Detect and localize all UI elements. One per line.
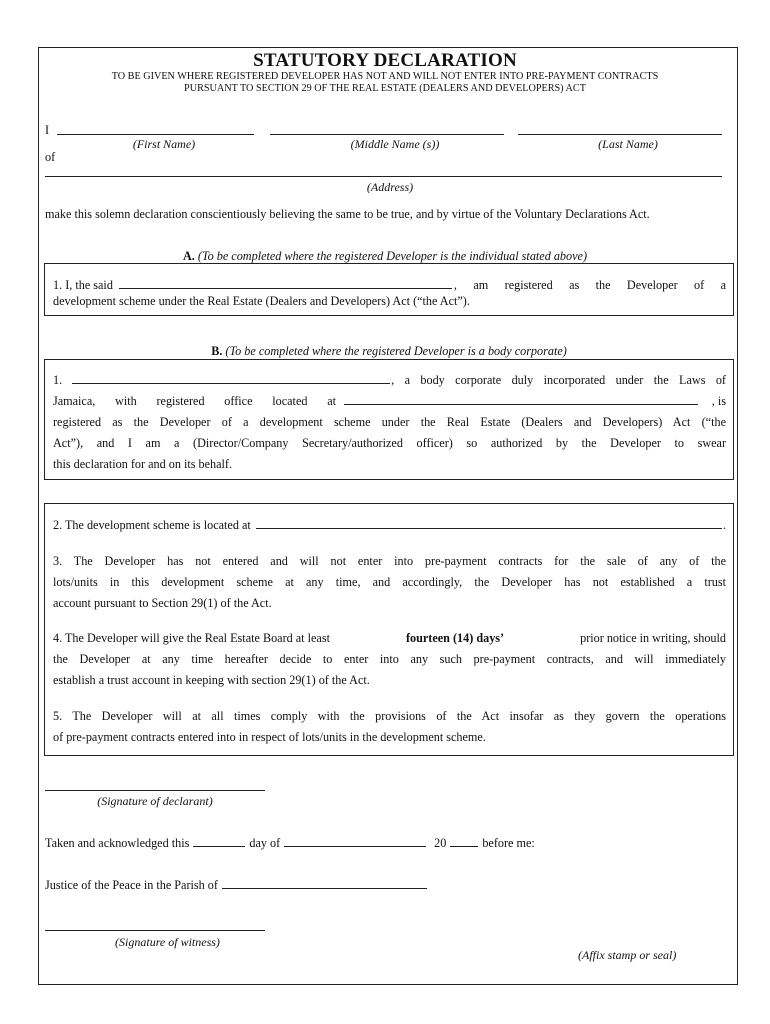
stamp-label: (Affix stamp or seal) — [578, 948, 677, 962]
clause-5-line-2: of pre-payment contracts entered into in respect of lots/units in the development scheme. — [53, 730, 486, 744]
subtitle-line-2: PURSUANT TO SECTION 29 OF THE REAL ESTATE (DEALERS AND DEVELOPERS) ACT — [184, 83, 586, 94]
name-prefix: I — [45, 123, 50, 137]
justice-line — [45, 878, 427, 893]
section-a-heading-text: (To be completed where the registered Developer is the individual stated above) — [197, 249, 588, 263]
middle-name-field[interactable] — [270, 134, 504, 135]
section-b-l1-start: 1. — [53, 373, 63, 387]
month-field[interactable] — [284, 836, 426, 847]
declarant-signature-field[interactable] — [45, 790, 265, 791]
clause-3-line-2: lots/units in this development scheme at any time, and accordingly, the Developer has not established a trust — [53, 575, 726, 589]
section-b-line-4: Act”), and I am a (Director/Company Secretary/authorized officer) so authorized by the Developer to swear — [53, 436, 726, 450]
section-b-letter: B. — [211, 344, 223, 358]
last-name-label: (Last Name) — [598, 137, 658, 151]
middle-name-label: (Middle Name (s)) — [350, 137, 440, 151]
clause-2 — [53, 518, 726, 533]
taken-end: before me: — [482, 836, 535, 850]
justice-label: Justice of the Peace in the Parish of — [45, 878, 218, 892]
witness-signature-label: (Signature of witness) — [115, 935, 220, 949]
section-b-l2-end: , is — [711, 394, 726, 408]
section-b-line-3: registered as the Developer of a development scheme under the Real Estate (Dealers and Developers) Act (“the — [53, 415, 726, 429]
clause-2-start: 2. The development scheme is located at — [53, 518, 251, 532]
section-b-line-2 — [53, 394, 726, 409]
clause-4-end: prior notice in writing, should — [580, 631, 726, 645]
first-name-field[interactable] — [57, 134, 254, 135]
clause-5-line-1: 5. The Developer will at all times comply with the provisions of the Act insofar as they govern the operations — [53, 709, 726, 723]
section-a-heading — [0, 249, 770, 264]
taken-day: day of — [249, 836, 281, 850]
year-field[interactable] — [450, 836, 478, 847]
clause-2-end: . — [722, 518, 726, 532]
declarant-signature-label: (Signature of declarant) — [97, 794, 213, 808]
first-name-label: (First Name) — [132, 137, 196, 151]
section-a-p1-start: 1. I, the said — [53, 278, 113, 292]
address-field[interactable] — [45, 176, 722, 177]
clause-4-bold: fourteen (14) days’ — [405, 631, 505, 645]
clause-3-line-3: account pursuant to Section 29(1) of the Act. — [53, 596, 272, 610]
section-b-l2-start: Jamaica, with registered office located at — [53, 394, 336, 408]
section-a-line-2: development scheme under the Real Estate (Dealers and Developers) Act (“the Act”). — [53, 294, 470, 308]
day-field[interactable] — [193, 836, 245, 847]
declaration-intro: make this solemn declaration conscientiously believing the same to be true, and by virtue of the Voluntary Declarations Act. — [45, 207, 650, 221]
last-name-field[interactable] — [518, 134, 722, 135]
parish-field[interactable] — [222, 878, 427, 889]
section-a-letter: A. — [182, 249, 195, 263]
body-corporate-name-field[interactable] — [72, 373, 390, 384]
section-b-l1-end: , a body corporate duly incorporated under the Laws of — [391, 373, 726, 387]
clause-4-line-1 — [53, 631, 726, 646]
clause-4-start: 4. The Developer will give the Real Estate Board at least — [53, 631, 330, 645]
section-b-line-1 — [53, 373, 726, 388]
clause-3-line-1: 3. The Developer has not entered and will not enter into pre-payment contracts for the sale of any of the — [53, 554, 726, 568]
clause-4-line-2: the Developer at any time hereafter decide to enter into any such pre-payment contracts, and will immediately — [53, 652, 726, 666]
section-a-p1-end: , am registered as the Developer of a — [453, 278, 726, 292]
section-b-line-5: this declaration for and on its behalf. — [53, 457, 233, 471]
registered-office-field[interactable] — [344, 394, 698, 405]
of-label: of — [45, 150, 56, 164]
acknowledgement-line — [45, 836, 535, 851]
taken-year: 20 — [434, 836, 447, 850]
said-name-field[interactable] — [119, 278, 452, 289]
page-title: STATUTORY DECLARATION — [253, 50, 517, 71]
section-a-line-1 — [53, 278, 726, 293]
clause-4-line-3: establish a trust account in keeping with section 29(1) of the Act. — [53, 673, 370, 687]
scheme-location-field[interactable] — [256, 518, 722, 529]
section-b-heading — [0, 344, 770, 359]
subtitle-line-1: TO BE GIVEN WHERE REGISTERED DEVELOPER HAS NOT AND WILL NOT ENTER INTO PRE-PAYMENT CONTRACTS — [111, 71, 659, 82]
witness-signature-field[interactable] — [45, 930, 265, 931]
address-label: (Address) — [366, 180, 414, 194]
section-b-heading-text: (To be completed where the registered Developer is a body corporate) — [225, 344, 567, 358]
taken-start: Taken and acknowledged this — [45, 836, 190, 850]
